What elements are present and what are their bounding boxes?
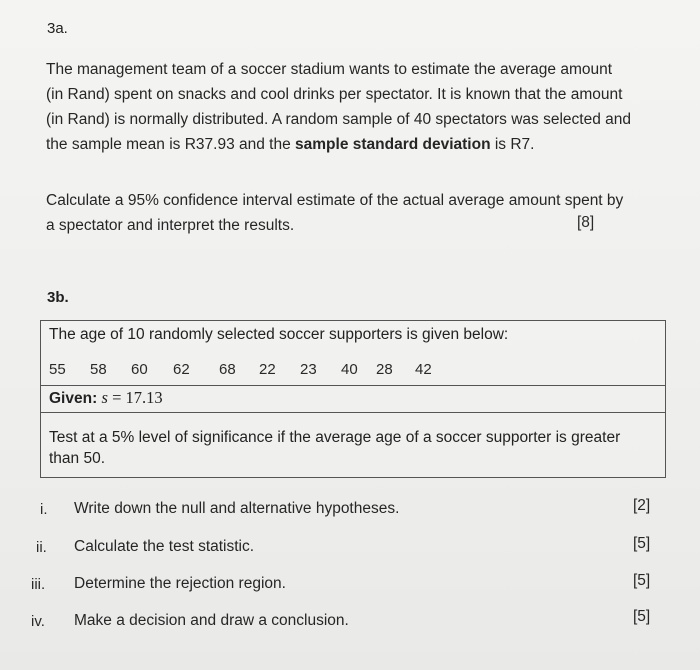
question-3a-line-4: the sample mean is R37.93 and the sample standard deviation is R7. xyxy=(46,136,535,153)
question-3a-task xyxy=(46,188,666,238)
question-3a-task-line-1: Calculate a 95% confidence interval estimate of the actual average amount spent by xyxy=(46,192,624,209)
sub-question-marks: [5] xyxy=(633,572,651,589)
task-row xyxy=(41,412,665,477)
question-3b-data-table xyxy=(40,320,666,478)
age-value: 55 xyxy=(49,361,66,378)
age-value: 68 xyxy=(219,361,236,378)
question-3a-task-line-2: a spectator and interpret the results. xyxy=(46,217,295,234)
age-value: 22 xyxy=(259,361,276,378)
question-3a-line-2: (in Rand) spent on snacks and cool drinks per spectator. It is known that the amount xyxy=(46,86,623,103)
sub-question-marks: [2] xyxy=(633,497,651,514)
age-value: 62 xyxy=(173,361,190,378)
sub-question-marks: [5] xyxy=(633,535,651,552)
question-3a-marks: [8] xyxy=(577,214,595,231)
question-3a-heading: 3a. xyxy=(47,20,68,37)
sub-question-number: iv. xyxy=(31,613,45,630)
sub-question-number: i. xyxy=(40,501,48,518)
question-3b-task xyxy=(49,427,659,469)
ages-row xyxy=(41,321,665,386)
question-3b-task-line-2: than 50. xyxy=(49,450,106,467)
sub-question-text: Write down the null and alternative hypotheses. xyxy=(74,500,400,517)
age-value: 28 xyxy=(376,361,393,378)
given-value: s = 17.13 xyxy=(101,388,163,407)
sub-question-number: ii. xyxy=(36,539,47,556)
question-3b-task-line-1: Test at a 5% level of significance if the average age of a soccer supporter is greater xyxy=(49,429,621,446)
age-value: 42 xyxy=(415,361,432,378)
age-value: 23 xyxy=(300,361,317,378)
question-3b-heading: 3b. xyxy=(47,289,69,306)
given-label: Given: xyxy=(49,390,98,407)
given-row xyxy=(41,385,665,413)
question-3a-body xyxy=(46,57,666,157)
question-3a-line-1: The management team of a soccer stadium wants to estimate the average amount xyxy=(46,61,613,78)
age-value: 40 xyxy=(341,361,358,378)
sub-question-marks: [5] xyxy=(633,608,651,625)
given-statement xyxy=(49,388,163,408)
sub-question-text: Calculate the test statistic. xyxy=(74,538,255,555)
sub-question-text: Determine the rejection region. xyxy=(74,575,286,592)
question-3a-line-3: (in Rand) is normally distributed. A random sample of 40 spectators was selected and xyxy=(46,111,631,128)
sub-question-text: Make a decision and draw a conclusion. xyxy=(74,612,349,629)
age-value: 60 xyxy=(131,361,148,378)
sub-question-number: iii. xyxy=(31,576,46,593)
ages-intro: The age of 10 randomly selected soccer supporters is given below: xyxy=(49,326,509,343)
age-value: 58 xyxy=(90,361,107,378)
